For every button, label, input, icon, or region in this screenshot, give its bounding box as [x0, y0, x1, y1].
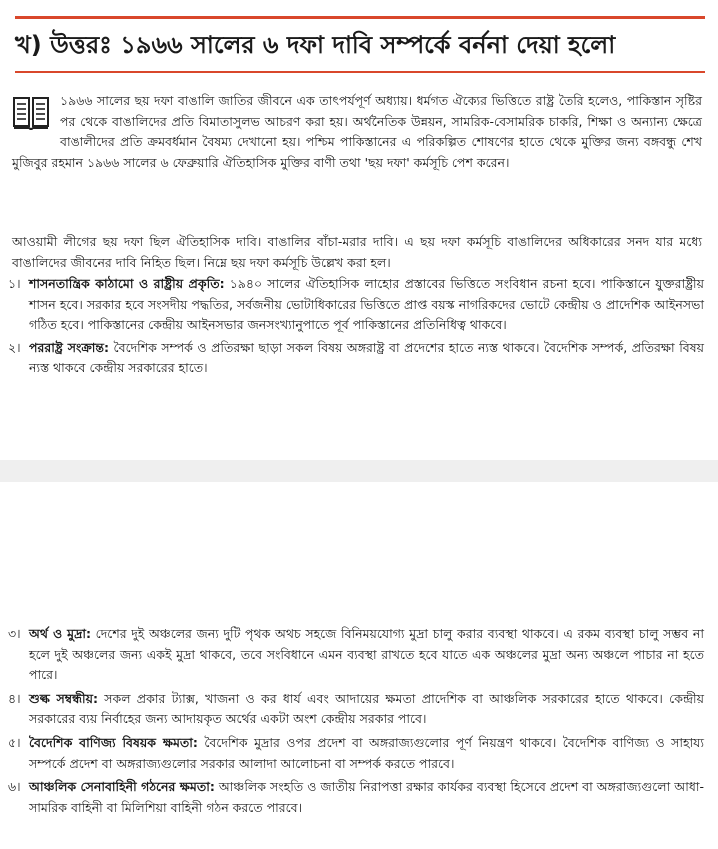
list-item-heading: পররাষ্ট্র সংক্রান্ত: [29, 339, 110, 355]
intro-paragraph [12, 91, 702, 173]
list-item-heading: বৈদেশিক বাণিজ্য বিষয়ক ক্ষমতা: [29, 734, 198, 750]
list-item-heading: অর্থ ও মুদ্রা: [29, 626, 92, 641]
list-item-number: ৩। [8, 626, 21, 641]
list-item [8, 689, 704, 730]
list-item-text: আঞ্চলিক সংহতি ও জাতীয় নিরাপত্তা রক্ষার কার্যকর ব্যবস্থা হিসেবে প্রদেশ বা অঙ্গরাজ্যগুলো আধা-সামরিক বাহিনী বা মিলিশিয়া বাহিনী গঠন করতে পারবে। [29, 779, 704, 815]
list-item-text: দেশের দুই অঞ্চলের জন্য দুটি পৃথক অথচ সহজে বিনিময়যোগ্য মুদ্রা চালু করার ব্যবস্থা থাকবে। এ রকম ব্যবস্থা চালু সম্ভব না হলে দুই অঞ্চলের জন্য একই মুদ্রা থাকবে, তবে সংবিধানে এমন ব্যবস্থা রাখতে হবে যাতে এক অঞ্চলের মুদ্রা অন্য অঞ্চলে পাচার না হতে পারে। [29, 626, 704, 683]
six-point-list-part-2 [8, 624, 704, 821]
list-item-text: ১৯৪০ সালের ঐতিহাসিক লাহোর প্রস্তাবের ভিত্তিতে সংবিধান রচনা হবে। পাকিস্তানে যুক্তরাষ্ট্রীয় শাসন হবে। সরকার হবে সংসদীয় পদ্ধতির, সর্বজনীয় ভোটাধিকারের ভিত্তিতে প্রাপ্ত বয়স্ক নাগরিকদের ভোটে কেন্দ্রীয় ও প্রাদেশিক আইনসভা গঠিত হবে। পাকিস্তানের কেন্দ্রীয় আইনসভার জনসংখ্যানুপাতে পূর্ব পাকিস্তানের প্রতিনিধিত্ব থাকবে। [29, 276, 704, 333]
title-divider [15, 71, 705, 73]
list-item-text: বৈদেশিক মুদ্রার ওপর প্রদেশ বা অঙ্গরাজ্যগুলোর পূর্ণ নিয়ন্ত্রণ থাকবে। বৈদেশিক বাণিজ্য ও সাহায্য সম্পর্কে প্রদেশ বা অঙ্গরাজ্যগুলোর সরকার আলাদা আলোচনা বা সম্পর্ক করতে পারবে। [29, 734, 704, 771]
list-item [8, 624, 704, 686]
list-item-heading: শাসনতান্ত্রিক কাঠামো ও রাষ্ট্রীয় প্রকৃতি: [29, 276, 225, 291]
page-title: খ) উত্তরঃ ১৯৬৬ সালের ৬ দফা দাবি সম্পর্কে বর্ননা দেয়া হলো [15, 31, 616, 59]
list-item [8, 274, 704, 336]
intro-paragraph-text: ১৯৬৬ সালের ছয় দফা বাঙালি জাতির জীবনে এক তাৎপর্যপূর্ণ অধ্যায়। ধর্মগত ঐক্যের ভিত্তিতে রাষ্ট্র তৈরি হলেও, পাকিস্তান সৃষ্টির পর থেকে বাঙালিদের প্রতি বিমাতাসুলভ আচরণ করা হয়। অর্থনৈতিক উন্নয়ন, সামরিক-বেসামরিক চাকরি, শিক্ষা ও অন্যান্য ক্ষেত্রে বাঙালীদের প্রতি ক্রমবর্ধমান বৈষম্য দেখানো হয়। পশ্চিম পাকিস্তানের এ পরিকল্পিত শোষণের হাতে থেকে মুক্তির জন্য বঙ্গবন্ধু শেখ মুজিবুর রহমান ১৯৬৬ সালের ৬ ফেব্রুয়ারি ঐতিহাসিক মুক্তির বাণী তথা 'ছয় দফা' কর্মসূচি পেশ করেন। [12, 93, 702, 170]
list-item-number: ৬। [8, 779, 21, 795]
six-point-list-part-1 [8, 274, 704, 381]
list-item-heading: শুল্ক সম্বন্ধীয়: [29, 690, 98, 706]
list-item-text: সকল প্রকার ট্যাক্স, খাজনা ও কর ধার্য এবং আদায়ের ক্ষমতা প্রাদেশিক বা আঞ্চলিক সরকারের হাতে থাকবে। কেন্দ্রীয় সরকারের ব্যয় নির্বাহের জন্য আদায়কৃত অর্থের একটা অংশ কেন্দ্রীয় সরকার পাবে। [29, 690, 704, 727]
book-icon [12, 94, 50, 132]
list-item-number: ১। [8, 276, 21, 291]
list-item [8, 733, 704, 774]
list-item-text: বৈদেশিক সম্পর্ক ও প্রতিরক্ষা ছাড়া সকল বিষয় অঙ্গরাষ্ট্র বা প্রদেশের হাতে ন্যস্ত থাকবে। বৈদেশিক সম্পর্ক, প্রতিরক্ষা বিষয় ন্যস্ত থাকবে কেন্দ্রীয় সরকারের হাতে। [29, 339, 704, 376]
list-item-number: ২। [8, 339, 21, 355]
list-item [8, 777, 704, 818]
intro-paragraph-2: আওয়ামী লীগের ছয় দফা ছিল ঐতিহাসিক দাবি। বাঙালির বাঁচা-মরার দাবি। এ ছয় দফা কর্মসূচি বাঙালিদের অধিকারের সনদ যার মধ্যে বাঙালিদের জীবনের দাবি নিহিত ছিল। নিম্নে ছয় দফা কর্মসূচি উল্লেখ করা হল। [12, 234, 702, 270]
list-item-number: ৫। [8, 734, 21, 750]
list-item-heading: আঞ্চলিক সেনাবাহিনী গঠনের ক্ষমতা: [29, 779, 215, 795]
list-item-number: ৪। [8, 690, 21, 706]
list-item [8, 338, 704, 379]
title-accent-bar [15, 16, 705, 19]
